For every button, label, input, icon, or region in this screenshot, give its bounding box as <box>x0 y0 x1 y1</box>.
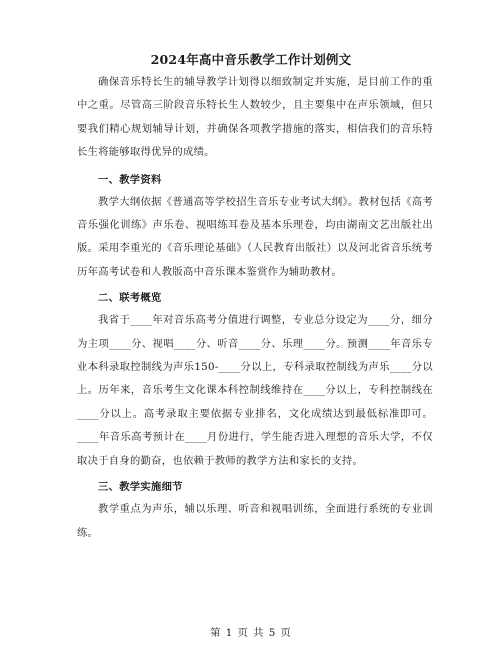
section-teaching-materials <box>77 169 433 285</box>
section-paragraph: 教学大纲依据《普通高等学校招生音乐专业考试大纲》。教材包括《高考音乐强化训练》声乐卷、视唱练耳卷及基本乐理卷，均由湖南文艺出版社出版。采用李重光的《音乐理论基础》（人民教育出版社）以及河北省音乐统考历年高考试卷和人教版高中音乐课本鉴赏作为辅助教材。 <box>77 195 433 278</box>
section-teaching-details <box>77 476 433 545</box>
section-paragraph: 我省于____年对音乐高考分值进行调整，专业总分设定为____分，细分为主项____分、视唱____分、听音____分、乐理____分。预测____年音乐专业本科录取控制线为声乐150-____分以上，专科录取控制线为声乐____分以上。历年来，音乐考生文化课本科控制线维持在____分以上，专科控制线在____分以上。高考录取主要依据专业排名，文化成绩达到最低标准即可。____年音乐高考预计在____月份进行，学生能否进入理想的音乐大学，不仅取决于自身的勤奋，也依赖于教师的教学方法和家长的支持。 <box>77 314 433 467</box>
section-heading: 一、教学资料 <box>98 173 162 186</box>
page-number: 第 1 页 共 5 页 <box>210 627 292 639</box>
section-heading: 三、教学实施细节 <box>98 481 183 494</box>
section-heading: 二、联考概览 <box>98 292 162 305</box>
intro-paragraph: 确保音乐特长生的辅导教学计划得以细致制定并实施，是目前工作的重中之重。尽管高三阶段音乐特长生人数较少，且主要集中在声乐领域，但只要我们精心规划辅导计划，并确保各项教学措施的落实，相信我们的音乐特长生将能够取得优异的成绩。 <box>77 76 433 159</box>
document-title: 2024年高中音乐教学工作计划例文 <box>150 52 352 67</box>
document-body <box>77 71 433 545</box>
section-exam-overview <box>77 287 433 473</box>
section-paragraph: 教学重点为声乐，辅以乐理、听音和视唱训练，全面进行系统的专业训练。 <box>77 503 433 539</box>
